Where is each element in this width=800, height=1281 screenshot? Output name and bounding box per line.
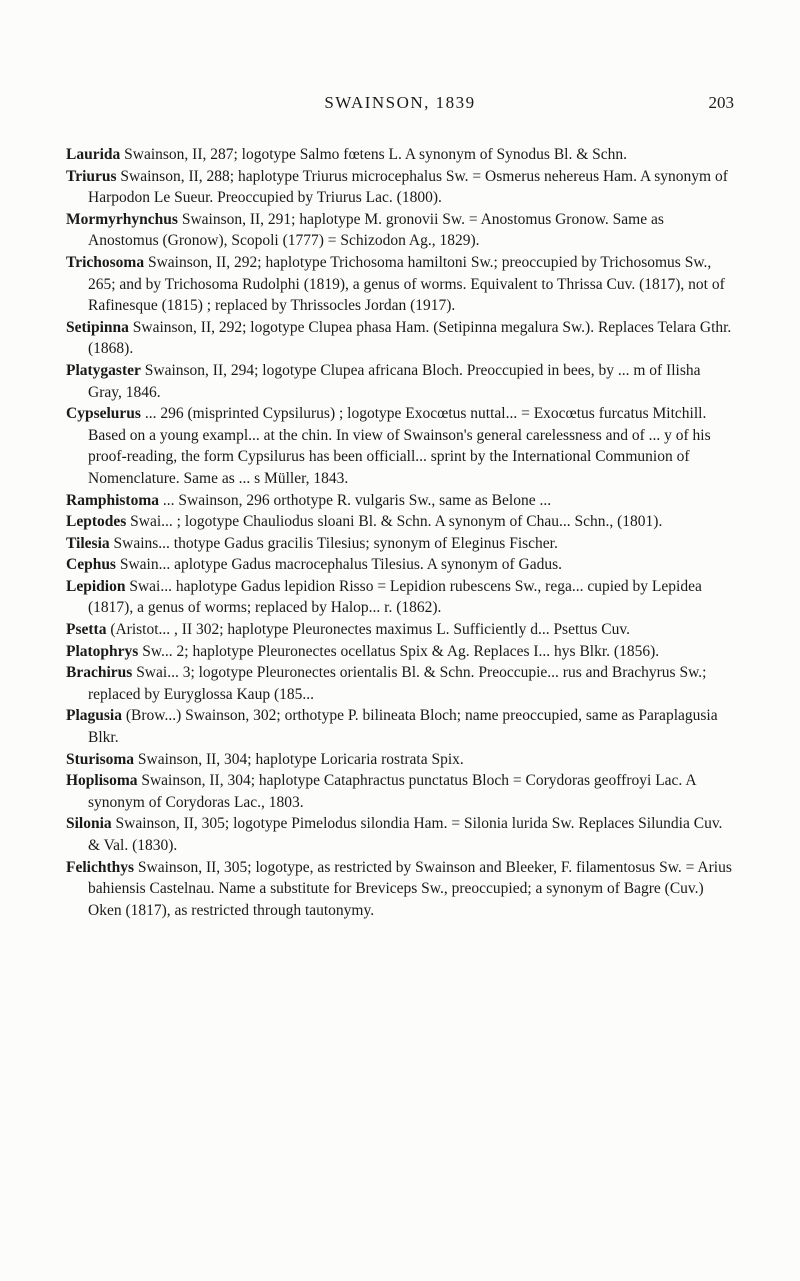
entry-text: Swainson, II, 288; haplotype Triurus microcephalus Sw. = Osmerus nehereus Ham. A synonym of Harpodon Le Sueur. Preoccupied by Triurus Lac. (1800). [88,167,728,207]
genus-name: Platophrys [66,642,139,660]
genus-name: Felichthys [66,858,135,876]
entry-text: (Brow...) Swainson, 302; orthotype P. bilineata Bloch; name preoccupied, same as Paraplagusia Blkr. [88,707,718,747]
genus-name: Laurida [66,146,121,163]
entry-text: Swainson, II, 304; haplotype Cataphractus punctatus Bloch = Corydoras geoffroyi Lac. A synonym of Corydoras Lac., 1803. [88,772,696,811]
genus-entry [66,857,734,922]
entry-text: Swainson, II, 305; logotype Pimelodus silondia Ham. = Silonia lurida Sw. Replaces Silundia Cuv. & Val. (1830). [88,815,723,854]
genus-name: Leptodes [66,513,127,531]
genus-entry [66,749,734,771]
entry-text: Swain... aplotype Gadus macrocephalus Tilesius. A synonym of Gadus. [119,556,562,574]
genus-entry [66,770,734,813]
entry-text: (Aristot... , II 302; haplotype Pleuronectes maximus L. Sufficiently d... Psettus Cuv. [110,621,630,639]
page-number: 203 [708,93,734,112]
entry-text: Swainson, II, 292; logotype Clupea phasa Ham. (Setipinna megalura Sw.). Replaces Telara Gthr. (1868). [88,318,732,358]
genus-entry [66,360,734,403]
genus-name: Mormyrhynchus [66,210,178,228]
genus-name: Sturisoma [66,750,135,768]
entry-text: Swainson, II, 294; logotype Clupea africana Bloch. Preoccupied in bees, by ... m of Ilisha Gray, 1846. [88,361,701,401]
genus-name: Silonia [66,815,112,833]
genus-entry [66,533,734,555]
genus-entry [66,554,734,576]
genus-entry [66,403,734,489]
genus-entry [66,662,734,705]
entry-text: Swains... thotype Gadus gracilis Tilesius; synonym of Eleginus Fischer. [113,534,558,552]
genus-entry [66,619,734,641]
genus-name: Psetta [66,621,107,639]
genus-name: Setipinna [66,318,129,336]
entry-text: Swainson, II, 304; haplotype Loricaria rostrata Spix. [137,750,464,768]
genus-name: Triurus [66,167,117,185]
entry-text: ... Swainson, 296 orthotype R. vulgaris Sw., same as Belone ... [162,491,552,509]
genus-entry [66,144,734,166]
genus-name: Cypselurus [66,405,141,423]
genus-entry [66,252,734,317]
entry-text: Swai... 3; logotype Pleuronectes orientalis Bl. & Schn. Preoccupie... rus and Brachyrus Sw.; replaced by Euryglossa Kaup (185... [88,664,707,703]
genus-name: Brachirus [66,664,133,682]
genus-entry [66,490,734,512]
entry-text: Swainson, II, 305; logotype, as restricted by Swainson and Bleeker, F. filamentosus Sw. = Arius bahiensis Castelnau. Name a substitute for Breviceps Sw., preoccupied; a synonym of Bagre (Cuv.) Oken (1817), as restricted through tautonymy. [88,858,732,919]
entry-text: Swainson, II, 287; logotype Salmo fœtens L. A synonym of Synodus Bl. & Schn. [124,146,628,163]
entry-text: Swainson, II, 292; haplotype Trichosoma hamiltoni Sw.; preoccupied by Trichosomus Sw., 265; and by Trichosoma Rudolphi (1819), a genus of worms. Equivalent to Thrissa Cuv. (1817), not of Rafinesque (1815) ; replaced by Thrissocles Jordan (1917). [88,253,725,315]
genus-list [66,144,734,921]
genus-entry [66,705,734,748]
genus-name: Lepidion [66,577,126,595]
genus-entry [66,576,734,619]
entry-text: ... 296 (misprinted Cypsilurus) ; logotype Exocœtus nuttal... = Exocœtus furcatus Mitchill. Based on a young exampl... at the chin. In view of Swainson's general carelessness and of ... y of his proof-reading, the form Cypsilurus has been officiall... sprint by the International Communion of Nomenclature. Same as ... s Müller, 1843. [88,405,711,487]
genus-name: Cephus [66,556,116,574]
genus-entry [66,166,734,209]
genus-name: Trichosoma [66,253,145,271]
genus-entry [66,317,734,360]
genus-name: Tilesia [66,534,110,552]
entry-text: Sw... 2; haplotype Pleuronectes ocellatus Spix & Ag. Replaces I... hys Blkr. (1856). [142,642,660,660]
entry-text: Swai... ; logotype Chauliodus sloani Bl. & Schn. A synonym of Chau... Schn., (1801). [130,513,663,531]
page-header [66,93,734,119]
entry-text: Swainson, II, 291; haplotype M. gronovii Sw. = Anostomus Gronow. Same as Anostomus (Gronow), Scopoli (1777) = Schizodon Ag., 1829). [88,210,664,250]
genus-name: Hoplisoma [66,772,138,790]
genus-entry [66,641,734,663]
genus-name: Plagusia [66,707,122,725]
genus-name: Ramphistoma [66,491,160,509]
running-head: SWAINSON, 1839 [324,93,476,112]
genus-entry [66,813,734,856]
genus-name: Platygaster [66,361,141,379]
genus-entry [66,209,734,252]
genus-entry [66,511,734,533]
entry-text: Swai... haplotype Gadus lepidion Risso = Lepidion rubescens Sw., rega... cupied by Lepidea (1817), a genus of worms; replaced by Halop... r. (1862). [88,577,702,617]
